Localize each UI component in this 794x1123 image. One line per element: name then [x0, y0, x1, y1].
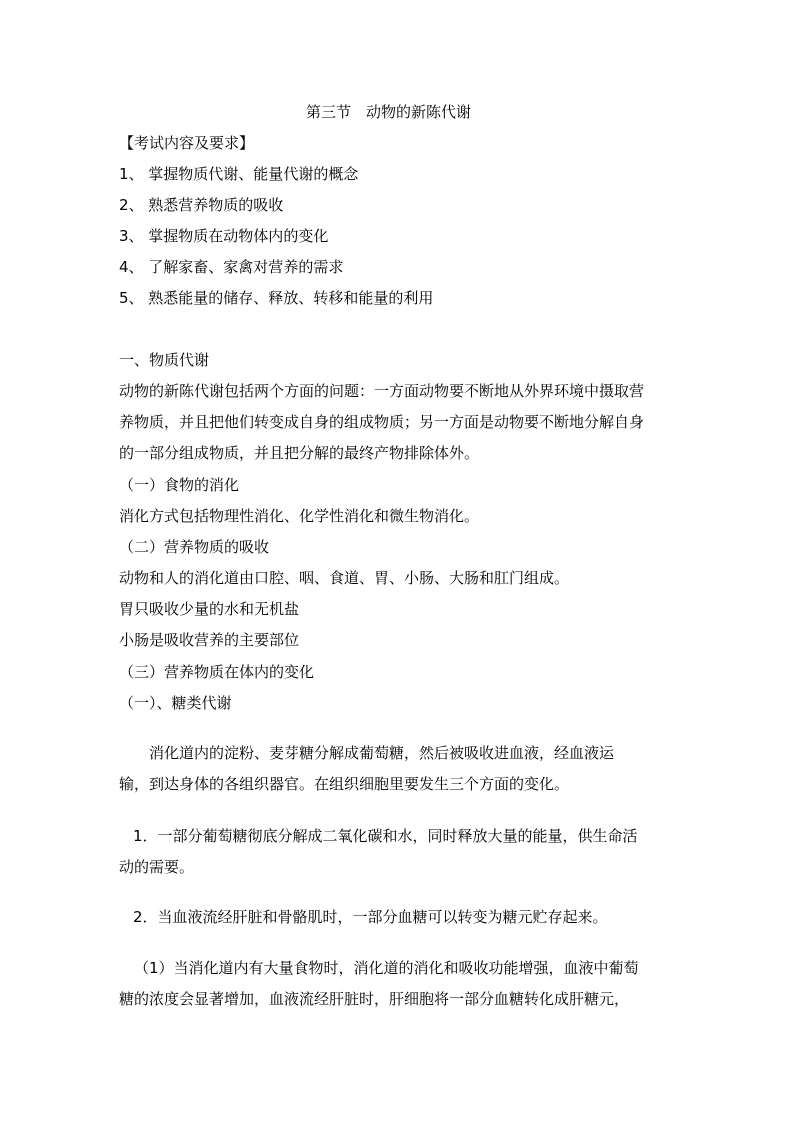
paragraph-line: 2．当血液流经肝脏和骨骼肌时，一部分血糖可以转变为糖元贮存起来。 [133, 908, 608, 926]
paragraph-line: 动物的新陈代谢包括两个方面的问题：一方面动物要不断地从外界环境中摄取营 [119, 382, 645, 400]
paragraph-line: 动的需要。 [119, 858, 195, 876]
paragraph-line: 1．一部分葡萄糖彻底分解成二氧化碳和水，同时释放大量的能量，供生命活 [133, 827, 638, 845]
paragraph-line: 的一部分组成物质，并且把分解的最终产物排除体外。 [119, 444, 480, 462]
paragraph-line: 输，到达身体的各组织器官。在组织细胞里要发生三个方面的变化。 [119, 775, 570, 793]
paragraph-line: （1）当消化道内有大量食物时，消化道的消化和吸收功能增强，血液中葡萄 [134, 959, 639, 977]
paragraph-line: 消化道内的淀粉、麦芽糖分解成葡萄糖，然后被吸收进血液，经血液运 [149, 744, 615, 762]
requirement-item: 5、 熟悉能量的储存、释放、转移和能量的利用 [119, 289, 434, 307]
subsection-heading: （三）营养物质在体内的变化 [119, 663, 315, 681]
paragraph-line: 养物质，并且把他们转变成自身的组成物质；另一方面是动物要不断地分解自身 [119, 413, 645, 431]
paragraph-line: 小肠是吸收营养的主要部位 [119, 631, 300, 649]
paragraph-line: 糖的浓度会显著增加，血液流经肝脏时，肝细胞将一部分血糖转化成肝糖元， [119, 990, 630, 1008]
requirement-item: 4、 了解家畜、家禽对营养的需求 [119, 258, 344, 276]
subsection-heading: （二）营养物质的吸收 [119, 538, 270, 556]
subsection-heading: （一）食物的消化 [119, 476, 240, 494]
paragraph-line: 动物和人的消化道由口腔、咽、食道、胃、小肠、大肠和肛门组成。 [119, 569, 570, 587]
requirements-heading: 【考试内容及要求】 [119, 134, 255, 152]
page-title: 第三节 动物的新陈代谢 [306, 103, 472, 121]
requirement-item: 3、 掌握物质在动物体内的变化 [119, 227, 329, 245]
requirement-item: 2、 熟悉营养物质的吸收 [119, 196, 284, 214]
requirement-item: 1、 掌握物质代谢、能量代谢的概念 [119, 165, 359, 183]
section-heading: 一、物质代谢 [119, 351, 210, 369]
paragraph-line: 胃只吸收少量的水和无机盐 [119, 600, 300, 618]
paragraph-line: 消化方式包括物理性消化、化学性消化和微生物消化。 [119, 507, 480, 525]
subsection-heading: （一）、糖类代谢 [119, 694, 232, 712]
